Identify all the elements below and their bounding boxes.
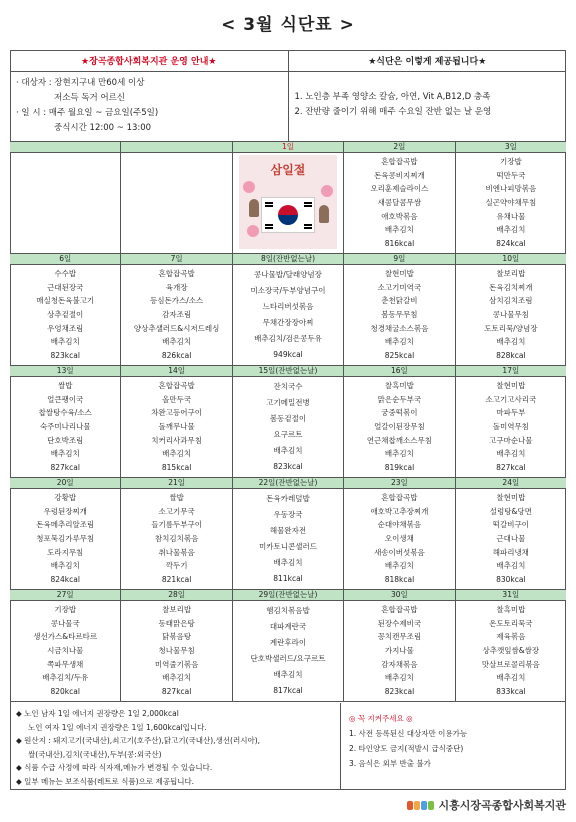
- menu-items: [121, 601, 231, 701]
- day-cell: [233, 590, 344, 701]
- menu-item: 찰현미밥: [384, 268, 414, 278]
- day-header: 8일(잔반없는날): [233, 254, 343, 265]
- menu-item: 애호박볶음: [381, 211, 418, 221]
- day-header: [10, 142, 120, 153]
- menu-item: 콩나물무침: [492, 309, 529, 319]
- menu-item: 배추김치: [496, 449, 526, 459]
- calorie-value: 821kcal: [161, 575, 192, 585]
- menu-item: 꽁치캔무조림: [377, 632, 422, 642]
- flower-icon: [243, 181, 255, 193]
- menu-item: 온도토리묵국: [489, 618, 533, 628]
- menu-item: 된장수제비국: [377, 618, 422, 628]
- menu-item: 올만두국: [162, 394, 192, 404]
- menu-item: 배추김치: [162, 337, 192, 347]
- target-line-2: 저소득 독거 어르신: [54, 93, 126, 103]
- note-line: ◆ 원산지 : 돼지고기(국내산),쇠고기(호주산),닭고기(국내산),생선(러시아),: [16, 736, 261, 745]
- menu-item: 단호박샐러드/요구르트: [250, 654, 326, 663]
- menu-item: 맑은순두부국: [377, 394, 422, 404]
- menu-item: 매실청돈육불고기: [36, 296, 95, 306]
- menu-item: 찰보리밥: [496, 268, 526, 278]
- day-header: 22일(잔반없는날): [233, 478, 343, 489]
- menu-item: 배추김치: [384, 449, 414, 459]
- day-cell: [121, 590, 232, 701]
- menu-item: 돌미역무침: [492, 421, 529, 431]
- note-line: ◆ 식품 수급 사정에 따라 식자재,메뉴가 변경될 수 있습니다.: [16, 763, 213, 772]
- menu-items: [344, 153, 454, 253]
- week-row: [10, 590, 566, 702]
- menu-item: 닭볶음탕: [162, 632, 192, 642]
- menu-item: 배추김치: [384, 673, 414, 683]
- menu-item: 근대된장국: [47, 282, 84, 292]
- menu-items: [456, 377, 566, 477]
- target-line: · 대상자 : 장현지구내 만60세 이상: [16, 78, 145, 88]
- day-cell: [344, 254, 455, 365]
- menu-item: 소고기무국: [158, 506, 195, 516]
- menu-item: 마파두부: [496, 408, 526, 418]
- menu-item: 우엉채조림: [47, 323, 84, 333]
- rule-line: 2. 타인양도 금지(적발시 급식중단): [349, 744, 464, 753]
- menu-item: 떡만두국: [496, 170, 526, 180]
- menu-item: 콩나물밥/달래양념장: [254, 270, 322, 279]
- calorie-value: 817kcal: [273, 686, 303, 695]
- menu-item: 오리훈제슬라이스: [370, 184, 429, 194]
- menu-items: [344, 265, 454, 365]
- day-cell: [121, 366, 232, 477]
- calorie-value: 827kcal: [496, 463, 526, 473]
- menu-grid: [10, 142, 566, 702]
- day-cell: [121, 142, 232, 253]
- calorie-value: 827kcal: [161, 687, 192, 697]
- menu-item: 미소장국/두부양념구이: [250, 286, 326, 295]
- day-cell: [121, 254, 232, 365]
- menu-item: 감자조림: [162, 309, 192, 319]
- day-cell: [10, 254, 121, 365]
- menu-items: [10, 265, 120, 365]
- note-line: ◆ 노인 남자 1일 에너지 권장량은 1일 2,000kcal: [16, 709, 179, 718]
- menu-item: 소고기미역국: [377, 282, 422, 292]
- note-line: 쌀(국내산),김치(국내산),두부(콩:외국산): [28, 749, 162, 759]
- info-body: [10, 72, 566, 142]
- menu-items: [344, 601, 454, 701]
- menu-item: 혼합잡곡밥: [381, 156, 418, 166]
- day-header: 28일: [121, 590, 231, 601]
- day-cell: [456, 366, 566, 477]
- menu-item: 배추김치: [162, 449, 192, 459]
- menu-item: 찹쌀탕수육/소스: [38, 408, 92, 418]
- menu-item: 청포묵김가루무침: [36, 533, 95, 543]
- menu-item: 배추김치: [50, 449, 80, 459]
- menu-item: 단호박조림: [47, 435, 84, 445]
- menu-item: 찰흑미밥: [384, 380, 414, 390]
- day-header: [121, 142, 231, 153]
- menu-item: 돈육카레덮밥: [266, 494, 310, 503]
- menu-item: 춘천닭갈비: [381, 296, 418, 306]
- menu-item: 봄동겉절이: [269, 414, 307, 423]
- menu-item: 도라지무침: [47, 547, 84, 557]
- menu-item: 돈육콩비지찌개: [374, 170, 425, 180]
- day-header: 3일: [456, 142, 566, 153]
- menu-items: [344, 489, 454, 589]
- menu-item: 상추겉절이: [47, 309, 84, 319]
- menu-item: 느타리버섯볶음: [262, 302, 314, 311]
- calorie-value: 827kcal: [50, 463, 80, 473]
- calorie-value: 825kcal: [384, 351, 415, 361]
- week-row: [10, 478, 566, 590]
- operation-info-header: ★장곡종합사회복지관 운영 안내★: [10, 50, 289, 72]
- calorie-value: 824kcal: [496, 239, 526, 249]
- menu-item: 배추김치: [496, 673, 526, 683]
- menu-item: 배추김치: [162, 673, 192, 683]
- day-cell: [10, 366, 121, 477]
- menu-item: 고구마순나물: [489, 435, 533, 445]
- menu-item: 봄동무무침: [381, 309, 418, 319]
- rule-line: 3. 음식은 외부 반출 불가: [349, 759, 431, 768]
- menu-item: 찰흑미밥: [496, 604, 526, 614]
- menu-item: 오이생채: [384, 533, 414, 543]
- menu-item: 치커리사과무침: [151, 435, 202, 445]
- day-cell: [456, 478, 566, 589]
- menu-item: 해파리냉채: [492, 547, 529, 557]
- menu-item: 배추김치: [496, 561, 526, 571]
- info-header-row: [10, 50, 566, 72]
- poster-title: 삼일절: [270, 163, 306, 177]
- day-cell: [10, 142, 121, 253]
- menu-item: 요구르트: [273, 430, 303, 439]
- meal-info-line-2: 2. 잔반량 줄이기 위해 매주 수요일 잔반 없는 날 운영: [294, 107, 492, 117]
- menu-item: 깍두기: [165, 561, 188, 571]
- menu-item: 찰보리밥: [162, 604, 192, 614]
- calorie-value: 833kcal: [496, 687, 526, 697]
- week-row: [10, 254, 566, 366]
- menu-item: 양상추샐러드&시저드레싱: [133, 323, 220, 333]
- menu-item: 시금치나물: [47, 645, 84, 655]
- menu-item: 제육볶음: [496, 632, 526, 642]
- menu-item: 취나물볶음: [158, 547, 195, 557]
- menu-item: 수수밥: [54, 268, 77, 278]
- menu-item: 청나물무침: [158, 645, 195, 655]
- menu-item: 미카토니콘샐러드: [259, 542, 317, 551]
- menu-item: 돌깨무나물: [158, 421, 195, 431]
- menu-item: 새송이버섯볶음: [374, 547, 425, 557]
- flower-icon: [321, 185, 333, 197]
- menu-item: 배추김치: [384, 225, 414, 235]
- day-header: 27일: [10, 590, 120, 601]
- rules-box: [341, 703, 566, 790]
- calorie-value: 823kcal: [273, 462, 303, 471]
- calorie-value: 820kcal: [50, 687, 80, 697]
- day-cell: [10, 590, 121, 701]
- independence-day-poster: [239, 155, 337, 249]
- day-header: 16일: [344, 366, 454, 377]
- menu-item: 혼합잡곡밥: [381, 604, 418, 614]
- menu-item: 소고기고사리국: [485, 394, 537, 404]
- day-header: 23일: [344, 478, 454, 489]
- menu-item: 떡갈비구이: [492, 520, 529, 530]
- menu-item: 찰현미밥: [496, 380, 526, 390]
- menu-items: [456, 265, 566, 365]
- calorie-value: 826kcal: [161, 351, 192, 361]
- menu-item: 돈육김치찌개: [489, 282, 533, 292]
- menu-item: 혼합잡곡밥: [158, 380, 195, 390]
- menu-item: 찰현미밥: [496, 492, 526, 502]
- day-cell: [233, 478, 344, 589]
- day-header: 13일: [10, 366, 120, 377]
- calorie-value: 949kcal: [273, 350, 303, 359]
- menu-item: 배추김치: [273, 558, 303, 567]
- menu-item: 가지나물: [384, 645, 414, 655]
- note-line: 노인 여자 1일 에너지 권장량은 1일 1,600kcal입니다.: [28, 722, 207, 732]
- menu-item: 배추김치/검은콩두유: [254, 334, 322, 343]
- menu-item: 고기메밀전병: [266, 398, 310, 407]
- menu-items: [233, 265, 343, 365]
- day-cell: [233, 142, 344, 253]
- menu-item: 무채간장장아찌: [262, 318, 314, 327]
- menu-items: [121, 265, 231, 365]
- day-header: 10일: [456, 254, 566, 265]
- menu-item: 실곤약야채무침: [485, 197, 537, 207]
- meal-info-line-1: 1. 노인층 부족 영양소 칼슘, 아연, Vit A,B12,D 충족: [294, 92, 491, 102]
- menu-item: 얼갈이된장무침: [374, 421, 425, 431]
- org-name: 시흥시장곡종합사회복지관: [438, 799, 566, 812]
- day-header: 2일: [344, 142, 454, 153]
- calorie-value: 818kcal: [384, 575, 415, 585]
- day-header: 7일: [121, 254, 231, 265]
- day-header: 15일(잔반없는날): [233, 366, 343, 377]
- menu-item: 강황밥: [54, 492, 77, 502]
- menu-item: 쌀밥: [57, 380, 73, 390]
- day-header: 17일: [456, 366, 566, 377]
- operation-info: [10, 72, 289, 141]
- day-header: 29일(잔반없는날): [233, 590, 343, 601]
- day-cell: [233, 366, 344, 477]
- menu-item: 배추김치: [384, 561, 414, 571]
- day-cell: [344, 478, 455, 589]
- day-cell: [121, 478, 232, 589]
- menu-item: 생선가스&타르타르: [33, 632, 98, 642]
- menu-item: 배추김치: [50, 337, 80, 347]
- calorie-value: 811kcal: [273, 574, 303, 583]
- menu-items: [10, 153, 120, 253]
- menu-items: [456, 489, 566, 589]
- person-figure-icon: [319, 205, 329, 223]
- day-cell: [233, 254, 344, 365]
- menu-item: 배추김치/두유: [42, 673, 89, 683]
- org-logo-icon: [407, 801, 434, 810]
- menu-item: 배추김치: [496, 225, 526, 235]
- menu-item: 비엔나피망볶음: [485, 184, 537, 194]
- menu-item: 맛살브로콜리볶음: [481, 659, 540, 669]
- menu-items: [456, 601, 566, 701]
- menu-item: 돈육메추리알조림: [36, 520, 95, 530]
- menu-items: [233, 601, 343, 701]
- day-cell: [456, 142, 566, 253]
- menu-item: 기장밥: [54, 604, 77, 614]
- day-header: 30일: [344, 590, 454, 601]
- day-header: 14일: [121, 366, 231, 377]
- menu-item: 얼큰팽이국: [47, 394, 84, 404]
- day-cell: [344, 366, 455, 477]
- menu-item: 청경채굴소스볶음: [370, 323, 429, 333]
- organization-footer: [407, 797, 566, 813]
- meal-info-header: ★식단은 이렇게 제공됩니다★: [289, 50, 567, 72]
- menu-items: [233, 489, 343, 589]
- menu-item: 등심돈가스/소스: [149, 296, 204, 306]
- calorie-value: 830kcal: [496, 575, 526, 585]
- menu-item: 연근채찹깨소스무침: [366, 435, 433, 445]
- day-header: 24일: [456, 478, 566, 489]
- calorie-value: 816kcal: [384, 239, 415, 249]
- day-cell: [456, 590, 566, 701]
- menu-item: 차완고등어구이: [151, 408, 202, 418]
- menu-item: 동태맑은탕: [158, 618, 195, 628]
- menu-item: 계란후라이: [269, 638, 307, 647]
- note-line: ◆ 일부 메뉴는 보조식품(레트로 식품)으로 제공됩니다.: [16, 776, 195, 786]
- week-row: [10, 142, 566, 254]
- menu-item: 우동장국: [273, 510, 303, 519]
- menu-item: 참치김치볶음: [154, 533, 199, 543]
- person-figure-icon: [249, 199, 259, 217]
- menu-items: [10, 489, 120, 589]
- menu-item: 숙주미나리나물: [39, 421, 91, 431]
- footer-notes: [10, 703, 341, 790]
- day-cell: [10, 478, 121, 589]
- day-header: 21일: [121, 478, 231, 489]
- day-cell: [344, 142, 455, 253]
- menu-item: 콩나물국: [50, 618, 80, 628]
- menu-item: 설렁탕&당면: [489, 506, 532, 516]
- day-cell: [456, 254, 566, 365]
- menu-item: 배추김치: [496, 337, 526, 347]
- menu-item: 햄김치볶음밥: [266, 606, 310, 615]
- menu-items: [121, 489, 231, 589]
- menu-item: 새콤달콤무쌈: [377, 197, 422, 207]
- menu-item: 미역줄기볶음: [154, 659, 199, 669]
- menu-item: 상추깻잎쌈&쌈장: [482, 645, 540, 655]
- week-row: [10, 366, 566, 478]
- schedule-line: · 일 시 : 매주 월요일 ~ 금요일(주5일): [16, 108, 159, 118]
- day-cell: [344, 590, 455, 701]
- menu-item: 배추김치: [384, 337, 414, 347]
- menu-items: [456, 153, 566, 253]
- footer: [10, 703, 566, 790]
- calorie-value: 824kcal: [50, 575, 80, 585]
- day-header: 1일: [233, 142, 343, 153]
- day-header: 9일: [344, 254, 454, 265]
- menu-item: 삼치김치조림: [489, 296, 533, 306]
- menu-item: 도토리묵/양념장: [484, 323, 538, 333]
- flower-icon: [247, 225, 259, 237]
- calorie-value: 823kcal: [384, 687, 415, 697]
- menu-items: [344, 377, 454, 477]
- rules-header: ◎ 꼭 지켜주세요 ◎: [349, 714, 413, 723]
- menu-item: 혼합잡곡밥: [381, 492, 418, 502]
- menu-item: 혼합잡곡밥: [158, 268, 195, 278]
- menu-item: 육개장: [165, 282, 188, 292]
- day-header: 31일: [456, 590, 566, 601]
- menu-item: 기장밥: [499, 156, 522, 166]
- menu-items: [233, 377, 343, 477]
- menu-item: 배추김치: [50, 561, 80, 571]
- menu-items: [10, 601, 120, 701]
- day-header: 6일: [10, 254, 120, 265]
- page-title: < 3월 식단표 >: [221, 15, 355, 35]
- menu-item: 유채나물: [496, 211, 526, 221]
- menu-item: 감자채볶음: [381, 659, 418, 669]
- menu-item: 쪽파무생채: [47, 659, 84, 669]
- menu-items: [121, 153, 231, 253]
- menu-items: [10, 377, 120, 477]
- calorie-value: 828kcal: [496, 351, 526, 361]
- calorie-value: 815kcal: [161, 463, 192, 473]
- menu-item: 궁중떡볶이: [381, 408, 418, 418]
- meal-time-line: 중식시간 12:00 ~ 13:00: [54, 123, 152, 133]
- rule-line: 1. 사전 등록된신 대상자만 이용가능: [349, 729, 468, 738]
- menu-item: 애호박고추장찌개: [370, 506, 429, 516]
- menu-item: 잔치국수: [273, 382, 303, 391]
- calorie-value: 823kcal: [50, 351, 80, 361]
- day-header: 20일: [10, 478, 120, 489]
- korean-flag-icon: [261, 197, 315, 233]
- menu-item: 들기름두부구이: [151, 520, 202, 530]
- menu-item: 배추김치: [273, 446, 303, 455]
- meal-info: [289, 72, 567, 141]
- menu-item: 쌀밥: [169, 492, 184, 502]
- menu-item: 대파계란국: [269, 622, 307, 631]
- calorie-value: 819kcal: [384, 463, 415, 473]
- menu-item: 순대야채볶음: [377, 520, 422, 530]
- menu-items: [121, 377, 231, 477]
- menu-item: 배추김치: [273, 670, 303, 679]
- menu-item: 우렁된장찌개: [43, 506, 87, 516]
- menu-item: 근대나물: [496, 533, 526, 543]
- menu-item: 해물완자전: [269, 526, 307, 535]
